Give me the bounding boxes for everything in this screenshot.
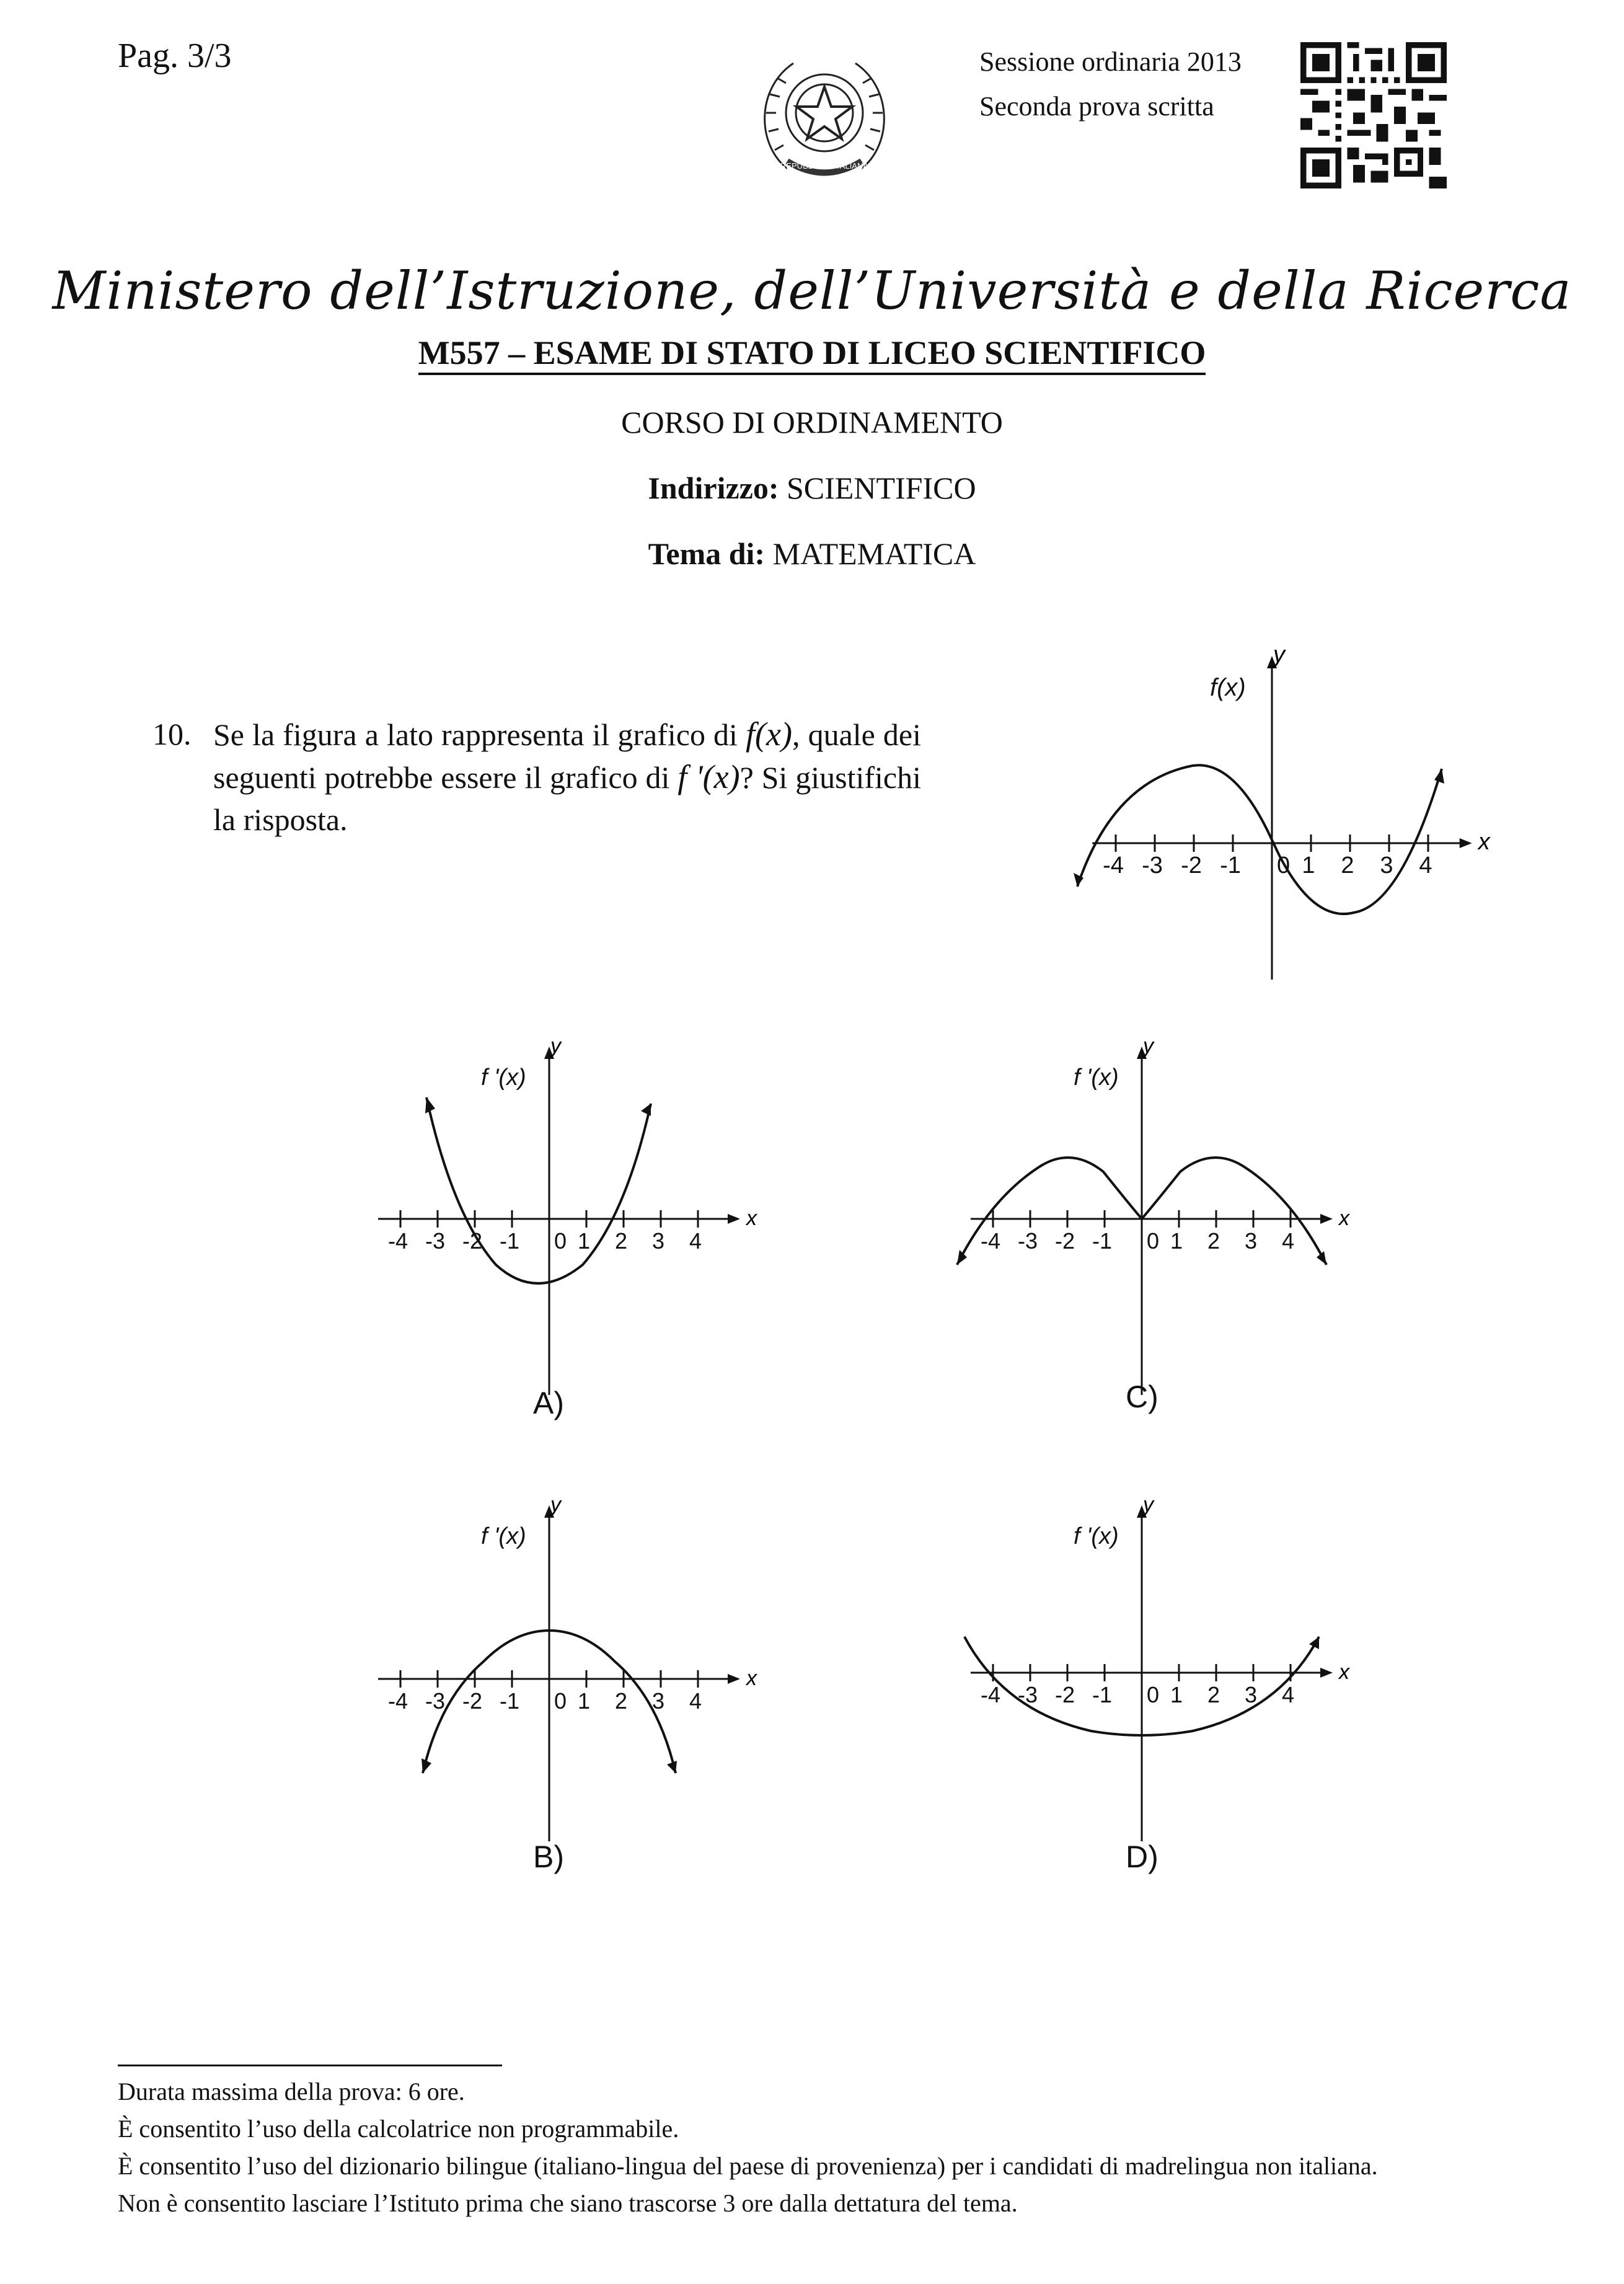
option-a-graph (360, 1034, 757, 1407)
option-c-graph-tick-label: 4 (1281, 1228, 1295, 1254)
option-b-y-axis-label: y (550, 1493, 561, 1516)
option-a-x-axis-label: x (746, 1206, 757, 1230)
option-c-graph-tick-label: -1 (1092, 1228, 1113, 1254)
option-a-graph-tick-label: -2 (462, 1228, 483, 1254)
exam-title-text: M557 – ESAME DI STATO DI LICEO SCIENTIFICO (418, 334, 1206, 375)
address-label: Indirizzo: (648, 471, 779, 505)
option-d-axes (971, 1505, 1333, 1841)
option-a-curve (426, 1097, 651, 1283)
option-b-axes (378, 1505, 740, 1841)
option-a-graph-tick-label: 3 (651, 1228, 665, 1254)
option-b-graph-tick-label: -1 (499, 1688, 520, 1714)
theme-line (0, 536, 1624, 572)
option-b-function-label: f '(x) (481, 1523, 526, 1549)
italian-republic-emblem (750, 51, 899, 181)
option-b-x-axis-label: x (746, 1667, 757, 1690)
option-c-x-axis-label: x (1339, 1206, 1349, 1230)
option-a-function-label: f '(x) (481, 1065, 526, 1091)
ministry-heading: Ministero dell’Istruzione, dell’Università e della Ricerca (52, 260, 1572, 321)
fx-graph-tick-label: 4 (1419, 852, 1432, 879)
option-d-graph-tick-label: -2 (1054, 1682, 1075, 1707)
option-c-graph-tick-label: -3 (1017, 1228, 1038, 1254)
footnote-duration: Durata massima della prova: 6 ore. (118, 2078, 465, 2105)
option-d-graph-tick-label: 3 (1244, 1682, 1258, 1707)
option-c-graph-tick-label: 0 (1147, 1228, 1160, 1254)
address-value: SCIENTIFICO (787, 471, 976, 505)
option-c-graph-tick-label: 3 (1244, 1228, 1258, 1254)
fx-graph-tick-label: -3 (1142, 852, 1163, 879)
option-d-graph-x-arrow (1320, 1668, 1333, 1678)
option-b-graph-x-arrow (728, 1674, 740, 1684)
option-a-graph-tick-label: -3 (425, 1228, 446, 1254)
option-a-graph-tick-label: -4 (387, 1228, 408, 1254)
question-text-middle: , quale dei seguenti potrebbe essere il grafico di (213, 717, 922, 795)
exam-title (0, 334, 1624, 372)
footnote-divider (118, 2065, 502, 2066)
footnote-dictionary: È consentito l’uso del dizionario bilingue (italiano-lingua del paese di provenienza) per i candidati di madrelingua non italiana. (118, 2152, 1378, 2180)
fx-function-label: f(x) (1210, 674, 1246, 701)
option-c-graph-tick-label: -2 (1054, 1228, 1075, 1254)
fx-graph-tick-label: 1 (1302, 852, 1315, 879)
fx-x-axis-label: x (1478, 829, 1490, 855)
option-c-graph-x-arrow (1320, 1214, 1333, 1224)
option-c-label: C) (1126, 1379, 1158, 1414)
option-c-graph (948, 1034, 1349, 1407)
fx-graph-axes (1092, 656, 1472, 980)
option-c-graph-tick-label: 1 (1170, 1228, 1183, 1254)
option-a-label: A) (533, 1386, 564, 1420)
course-line: CORSO DI ORDINAMENTO (621, 405, 1003, 440)
option-d-graph-tick-label: 4 (1281, 1682, 1295, 1707)
footnote-leave: Non è consentito lasciare l’Istituto prima che siano trascorse 3 ore dalla dettatura del tema. (118, 2189, 1018, 2217)
option-b-graph-tick-label: -2 (462, 1688, 483, 1714)
footnotes (118, 2073, 1378, 2222)
option-b-graph (360, 1493, 757, 1854)
session-info (979, 40, 1242, 129)
option-d-graph-tick-label: -1 (1092, 1682, 1113, 1707)
question-number: 10. (152, 717, 192, 751)
fx-graph-tick-label: -2 (1181, 852, 1202, 879)
option-b-right-arrow (667, 1761, 677, 1773)
option-b-label: B) (533, 1839, 564, 1874)
fx-graph-tick-label: -1 (1220, 852, 1241, 879)
option-d-x-axis-label: x (1339, 1660, 1349, 1684)
session-label: Sessione ordinaria 2013 (979, 46, 1242, 77)
qr-code-icon (1300, 42, 1447, 188)
question-text-before: Se la figura a lato rappresenta il grafico di (213, 717, 738, 752)
fx-graph-x-arrow (1460, 838, 1472, 848)
option-a-graph-tick-label: 0 (554, 1228, 567, 1254)
question-fx: f(x) (746, 715, 792, 753)
option-b-graph-tick-label: 3 (651, 1688, 665, 1714)
option-c-axes (971, 1047, 1333, 1395)
theme-label: Tema di: (648, 536, 766, 571)
address-line (0, 470, 1624, 506)
option-a-graph-x-arrow (728, 1214, 740, 1224)
option-b-graph-tick-label: -3 (425, 1688, 446, 1714)
option-b-graph-tick-label: 4 (689, 1688, 702, 1714)
option-d-graph-tick-label: 2 (1207, 1682, 1220, 1707)
option-b-graph-tick-label: -4 (387, 1688, 408, 1714)
option-d-graph-tick-label: 0 (1147, 1682, 1160, 1707)
option-d-label: D) (1126, 1839, 1158, 1874)
fx-graph-tick-label: -4 (1103, 852, 1124, 879)
option-c-function-label: f '(x) (1074, 1065, 1119, 1091)
fx-curve (1077, 765, 1442, 914)
option-d-y-axis-label: y (1143, 1493, 1154, 1516)
option-b-graph-tick-label: 0 (554, 1688, 567, 1714)
option-a-axes (378, 1047, 740, 1395)
fx-graph-tick-label: 0 (1277, 852, 1291, 879)
theme-value: MATEMATICA (772, 536, 976, 571)
emblem-ring-text: REPUBBLICA ITALIANA (780, 161, 869, 170)
option-c-y-axis-label: y (1143, 1034, 1154, 1058)
option-c-graph-tick-label: -4 (980, 1228, 1001, 1254)
question-fpx: f '(x) (677, 758, 740, 795)
option-b-graph-tick-label: 2 (614, 1688, 628, 1714)
footnote-calculator: È consentito l’uso della calcolatrice non programmabile. (118, 2115, 679, 2143)
option-a-graph-tick-label: 2 (614, 1228, 628, 1254)
option-d-graph (948, 1493, 1349, 1854)
option-c-left-arrow (957, 1250, 967, 1265)
option-d-function-label: f '(x) (1074, 1523, 1119, 1549)
question-text-after: ? Si giustifichi la risposta. (213, 760, 922, 837)
question-text (213, 713, 921, 841)
option-d-graph-tick-label: 1 (1170, 1682, 1183, 1707)
fx-right-arrow (1434, 769, 1444, 784)
fx-graph-tick-label: 3 (1380, 852, 1393, 879)
option-b-graph-tick-label: 1 (577, 1688, 591, 1714)
fx-y-axis-label: y (1273, 642, 1285, 668)
option-a-graph-tick-label: 1 (577, 1228, 591, 1254)
option-a-right-arrow (641, 1104, 651, 1116)
fx-graph (1054, 642, 1490, 992)
option-d-graph-tick-label: -3 (1017, 1682, 1038, 1707)
option-c-graph-tick-label: 2 (1207, 1228, 1220, 1254)
page-number: Pag. 3/3 (118, 37, 232, 75)
option-a-graph-tick-label: -1 (499, 1228, 520, 1254)
fx-graph-tick-label: 2 (1341, 852, 1354, 879)
exam-part-label: Seconda prova scritta (979, 91, 1214, 122)
option-a-y-axis-label: y (550, 1034, 561, 1058)
option-d-graph-tick-label: -4 (980, 1682, 1001, 1707)
option-a-graph-tick-label: 4 (689, 1228, 702, 1254)
